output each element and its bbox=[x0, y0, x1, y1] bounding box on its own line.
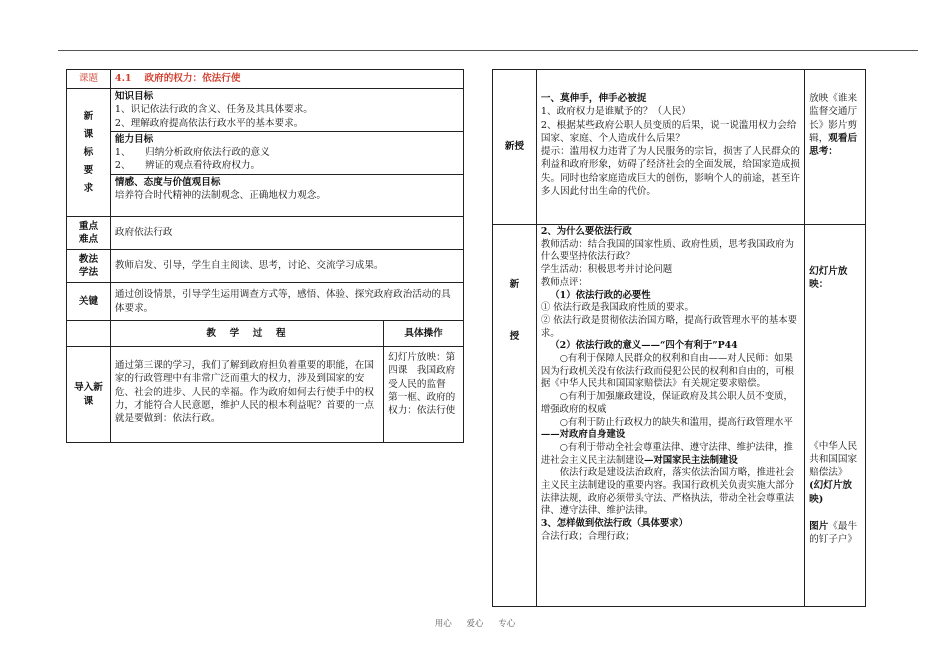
guan-label: 关键 bbox=[67, 283, 111, 321]
key-label: 重点 难点 bbox=[67, 217, 111, 250]
new-teaching-label-2: 新 授 bbox=[493, 225, 537, 607]
left-lesson-table bbox=[66, 69, 464, 443]
section-3-heading: 3、怎样做到依法行政（具体要求） bbox=[540, 518, 689, 530]
ability-heading: 能力目标 bbox=[114, 133, 154, 145]
goals-label: 新 课 标 要 求 bbox=[67, 89, 111, 217]
page-footer: 用心 爱心 专心 bbox=[434, 619, 516, 629]
new-teaching-label: 新授 bbox=[493, 70, 537, 225]
emotion-heading: 情感、态度与价值观目标 bbox=[114, 176, 221, 188]
goals-content: 知识目标 1、识记依法行政的含义、任务及其具体要求。 2、理解政府提高依法行政水平的基本要求。 能力目标 1、 归纳分析政府依法行政的意义 2、 辨证的观点看待政府权力。 情感、态度与价值观目标 培养符合时代精神的法制观念、正确地权力观念。 bbox=[110, 89, 463, 217]
section-2: 2、为什么要依法行政 教师活动：结合我国的国家性质、政府性质，思考我国政府为什么要坚持依法行政？ 学生活动：积极思考并讨论问题 教师点评： （1）依法行政的必要性 ① 依法行政是我国政府性质的要求。 ② 依法行政是贯彻依法治国方略，提高行政管理水平的基本要求。 （2）依法行政的意义——“四个有利于”P44 ○有利于保障人民群众的权利和自由——对人民师：如果因为行政机关没有依法行政而侵犯公民的权利和自由的，可根据《中华人民共和国国家赔偿法》有关规定要求赔偿。 ○有利于加强廉政建设，保证政府及其公职人员不变质，增强政府的权威 ○有利于防止行政权力的缺失和滥用，提高行政管理水平——对政府自身建设 ○有利于带动全社会尊重法律、遵守法律、维护法律，推进社会主义民主法制建设—对国家民主法制建设 依法行政是建设法治政府，落实依法治国方略，推进社会主义民主法制建设的重要内容。我国行政机关负责实施大部分法律法规，政府必须带头守法、严格执法，带动全社会尊重法律、遵守法律、维护法律。 3、怎样做到依法行政（具体要求） 合法行政；合理行政； bbox=[536, 225, 804, 607]
title-label: 课题 bbox=[67, 70, 111, 89]
header-rule bbox=[58, 50, 918, 51]
guan-text: 通过创设情景，引导学生运用调查方式等，感悟、体验、探究政府政治活动的具体要求。 bbox=[110, 283, 463, 321]
method-text: 教师启发、引导，学生自主阅读、思考，讨论、交流学习成果。 bbox=[110, 250, 463, 283]
section-1: 一、莫伸手，伸手必被捉 1、政府权力是谁赋予的？（人民） 2、根据某些政府公职人员变质的后果，说一说滥用权力会给国家、家庭、个人造成什么后果？ 提示：滥用权力违背了为人民服务的宗旨，损害了人民群众的利益和政府形象，妨碍了经济社会的全面发展，给国家造成损失。同时也给家庭造成巨大的创伤，影响个人的前途，甚至许多人因此付出生命的代价。 bbox=[536, 70, 804, 225]
section-1-heading: 一、莫伸手，伸手必被捉 bbox=[540, 93, 647, 104]
section-2-heading: 2、为什么要依法行政 bbox=[540, 226, 632, 237]
section-1-operation: 放映《谁来监督交通厅长》影片剪辑，观看后思考： bbox=[805, 70, 866, 225]
operation-header: 具体操作 bbox=[384, 321, 464, 347]
lesson-title: 4.1 政府的权力：依法行使 bbox=[110, 70, 463, 89]
intro-text: 通过第三课的学习，我们了解到政府担负着重要的职能，在国家的行政管理中有非常广泛而重大的权力，涉及到国家的安危、社会的进步、人民的幸福。作为政府如何去行使手中的权力，才能符合人民意愿，维护人民的根本利益呢？首要的一点就是要做到：依法行政。 bbox=[110, 347, 383, 443]
section-2-operation: 幻灯片放映： 《中华人民共和国国家赔偿法》 (幻灯片放映) 图片《最牛的钉子户》 bbox=[805, 225, 866, 607]
process-header: 教 学 过 程 bbox=[110, 321, 383, 347]
knowledge-heading: 知识目标 bbox=[114, 91, 154, 102]
key-text: 政府依法行政 bbox=[110, 217, 463, 250]
right-lesson-table bbox=[492, 69, 866, 607]
intro-operation: 幻灯片放映：第四课 我国政府受人民的监督 第一框、政府的权力：依法行使 bbox=[384, 347, 464, 443]
method-label: 教法 学法 bbox=[67, 250, 111, 283]
intro-label: 导入新 课 bbox=[67, 347, 111, 443]
